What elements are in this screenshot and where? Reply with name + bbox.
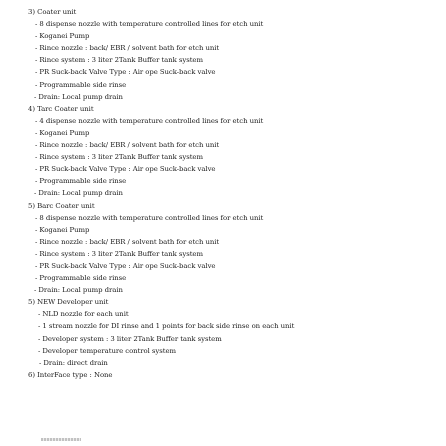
document-line: - Developer temperature control system (38, 346, 176, 355)
document-line: - 8 dispense nozzle with temperature controlled lines for etch unit (35, 20, 264, 29)
document-line: - Programmable side rinse (35, 274, 127, 283)
document-line: 5) Barc Coater unit (28, 201, 95, 210)
document-line: - NLD nozzle for each unit (38, 310, 129, 319)
document-line: - PR Suck-back Valve Type : Air ope Suck-back valve (35, 165, 216, 174)
document-line: - 8 dispense nozzle with temperature controlled lines for etch unit (35, 213, 264, 222)
document-line: - 1 stream nozzle for DI rinse and 1 points for back side rinse on each unit (38, 322, 295, 331)
document-line: - 4 dispense nozzle with temperature controlled lines for etch unit (35, 116, 264, 125)
cropped-text-fragment (41, 438, 81, 441)
document-line: - Drain: Local pump drain (34, 286, 123, 295)
document-line: 3) Coater unit (28, 8, 77, 16)
document-line: - Developer system : 3 liter 2Tank Buffer tank system (38, 334, 222, 343)
document-line: - Programmable side rinse (35, 80, 127, 89)
document-line: - Rince system : 3 liter 2Tank Buffer tank system (35, 249, 203, 258)
document-line: - PR Suck-back Valve Type : Air ope Suck-back valve (35, 68, 216, 77)
document-line: - PR Suck-back Valve Type : Air ope Suck-back valve (35, 261, 216, 270)
document-line: - Koganei Pump (35, 32, 90, 41)
document-line: - Drain: Local pump drain (34, 92, 123, 101)
document-line: - Koganei Pump (35, 128, 90, 137)
document-line: - Rince nozzle : back/ EBR / solvent bath for etch unit (35, 141, 220, 150)
document-line: - Drain: Local pump drain (34, 189, 123, 198)
document-line: - Rince system : 3 liter 2Tank Buffer tank system (35, 56, 203, 65)
document-line: - Rince system : 3 liter 2Tank Buffer tank system (35, 153, 203, 162)
document-line: - Koganei Pump (35, 225, 90, 234)
document-body (0, 6, 446, 381)
document-line: - Programmable side rinse (35, 177, 127, 186)
document-line: 6) InterFace type : None (28, 370, 113, 379)
document-line: 5) NEW Developer unit (28, 298, 109, 307)
document-line: 4) Tarc Coater unit (28, 104, 94, 113)
document-line: - Rince nozzle : back/ EBR / solvent bath for etch unit (35, 44, 220, 53)
document-line: - Rince nozzle : back/ EBR / solvent bath for etch unit (35, 237, 220, 246)
document-line: - Drain: direct drain (39, 358, 108, 367)
